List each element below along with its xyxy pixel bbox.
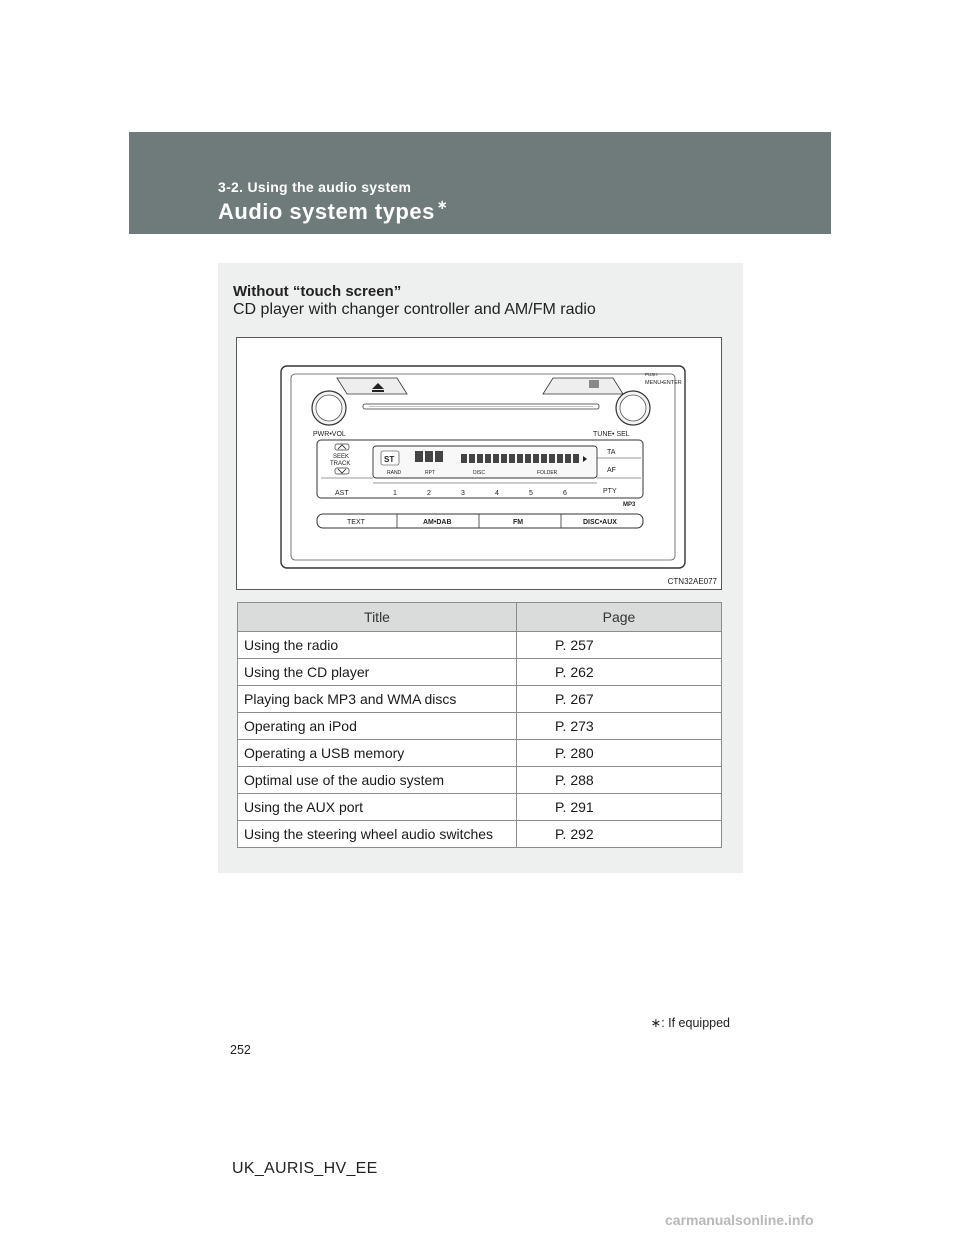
row-title: Operating a USB memory [238, 740, 517, 767]
row-page: P. 288 [517, 767, 722, 794]
ta-label: TA [607, 449, 616, 456]
header-title: Title [238, 603, 517, 632]
row-title: Optimal use of the audio system [238, 767, 517, 794]
audio-topics-table [237, 602, 722, 848]
table-row [238, 632, 722, 659]
af-label: AF [607, 467, 616, 474]
folder-icon [589, 380, 599, 388]
svg-text:1: 1 [393, 490, 397, 497]
page-title [218, 199, 448, 225]
row-page: P. 257 [517, 632, 722, 659]
row-title: Operating an iPod [238, 713, 517, 740]
ast-label: AST [335, 490, 349, 497]
svg-text:SEEK: SEEK [333, 454, 350, 460]
svg-text:RAND: RAND [387, 470, 402, 476]
row-page: P. 280 [517, 740, 722, 767]
discaux-button-label: DISC•AUX [583, 519, 617, 526]
table-row [238, 794, 722, 821]
section-label: 3-2. Using the audio system [218, 179, 412, 195]
row-page: P. 273 [517, 713, 722, 740]
svg-text:ST: ST [384, 455, 395, 464]
amdab-button-label: AM•DAB [423, 519, 452, 526]
table-row [238, 740, 722, 767]
table-header-row [238, 603, 722, 632]
if-equipped-mark: ∗ [436, 197, 449, 212]
svg-text:TRACK: TRACK [330, 461, 351, 467]
page-title-text: Audio system types [218, 199, 435, 224]
eject-icon-bar [372, 390, 384, 392]
svg-text:3: 3 [461, 490, 465, 497]
menu-enter-label: MENU•ENTER [645, 380, 682, 386]
tune-sel-label: TUNE• SEL [593, 431, 630, 438]
svg-text:RPT: RPT [425, 470, 435, 476]
fm-button-label: FM [513, 519, 524, 526]
row-page: P. 262 [517, 659, 722, 686]
row-page: P. 291 [517, 794, 722, 821]
subheading: Without “touch screen” [233, 283, 402, 300]
table-row [238, 686, 722, 713]
row-title: Using the AUX port [238, 794, 517, 821]
table-row [238, 659, 722, 686]
row-title: Playing back MP3 and WMA discs [238, 686, 517, 713]
row-title: Using the CD player [238, 659, 517, 686]
audio-unit-illustration [237, 338, 723, 591]
table-row [238, 713, 722, 740]
table-row [238, 767, 722, 794]
audio-unit-figure [236, 337, 722, 590]
svg-text:DISC: DISC [473, 470, 485, 476]
text-button-label: TEXT [347, 519, 365, 526]
description: CD player with changer controller and AM/FM radio [233, 301, 596, 318]
push-label: PUSH [645, 372, 658, 377]
svg-text:2: 2 [427, 490, 431, 497]
mp3-logo: MP3 [623, 502, 636, 508]
footnote: ∗: If equipped [650, 1016, 730, 1030]
top-right-slot [543, 378, 623, 394]
table-row [238, 821, 722, 848]
svg-text:FOLDER: FOLDER [537, 470, 558, 476]
header-page: Page [517, 603, 722, 632]
pty-label: PTY [603, 488, 617, 495]
svg-text:6: 6 [563, 490, 567, 497]
page-number: 252 [230, 1043, 251, 1057]
pwr-vol-label: PWR•VOL [313, 431, 346, 438]
row-page: P. 292 [517, 821, 722, 848]
row-page: P. 267 [517, 686, 722, 713]
document-code: UK_AURIS_HV_EE [232, 1160, 378, 1177]
svg-text:5: 5 [529, 490, 533, 497]
watermark: carmanualsonline.info [665, 1212, 814, 1228]
row-title: Using the steering wheel audio switches [238, 821, 517, 848]
row-title: Using the radio [238, 632, 517, 659]
svg-text:4: 4 [495, 490, 499, 497]
figure-code: CTN32AE077 [667, 577, 717, 586]
